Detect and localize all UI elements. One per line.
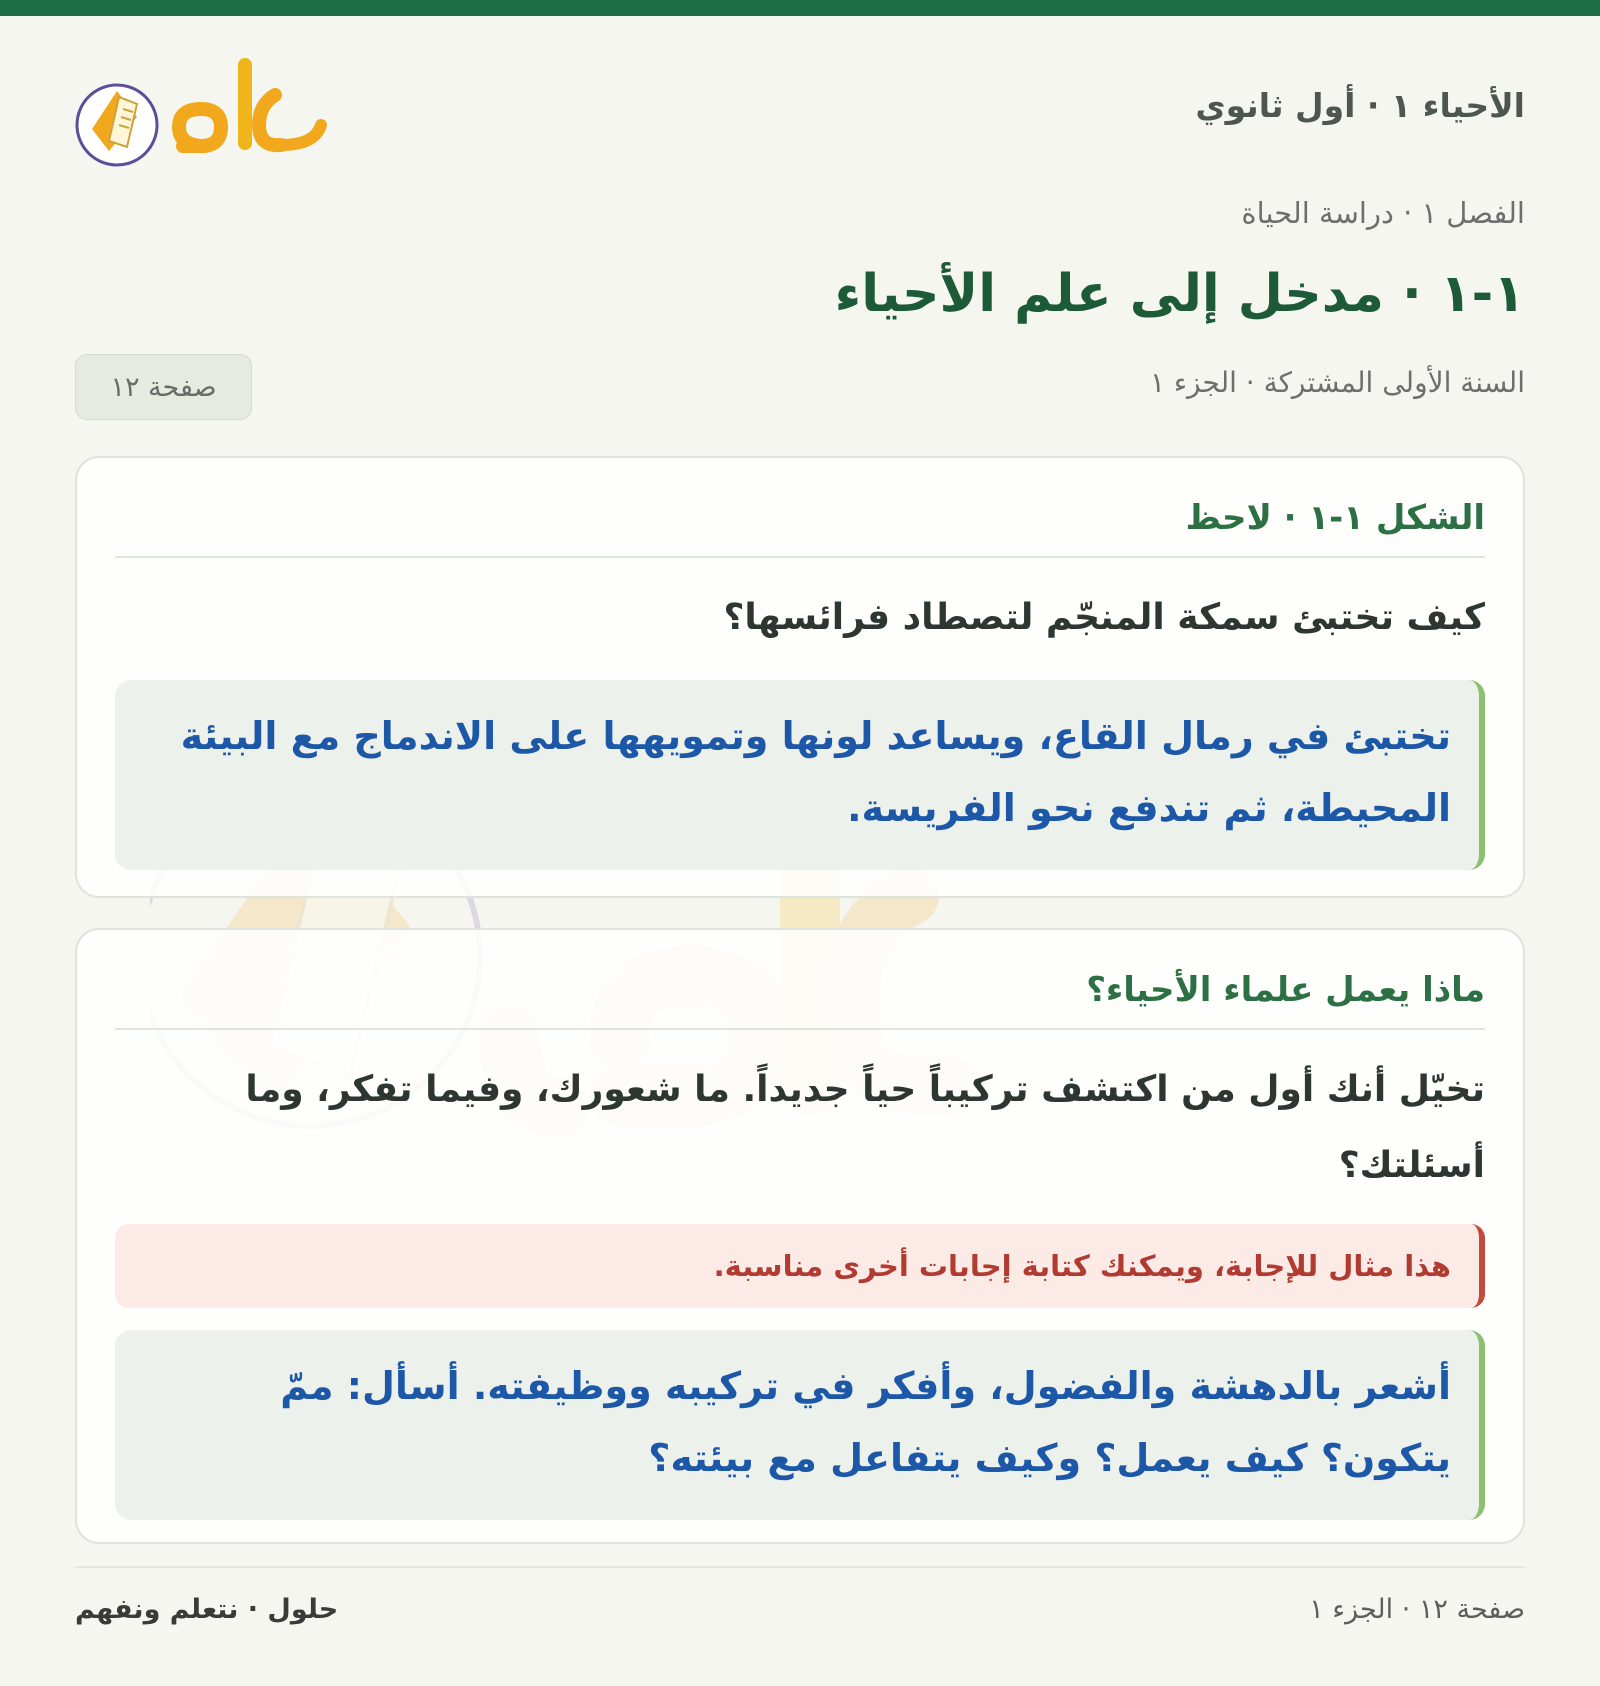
page-number-chip: صفحة ١٢ <box>75 354 252 420</box>
answer-box: تختبئ في رمال القاع، ويساعد لونها وتمويهها على الاندماج مع البيئة المحيطة، ثم تندفع نحو الفريسة. <box>115 680 1485 870</box>
lesson-title: ١-١ · مدخل إلى علم الأحياء <box>834 264 1525 324</box>
answer-box: أشعر بالدهشة والفضول، وأفكر في تركيبه ووظيفته. أسأل: ممّ يتكون؟ كيف يعمل؟ وكيف يتفاعل مع بيئته؟ <box>115 1330 1485 1520</box>
chapter-label: الفصل ١ · دراسة الحياة <box>1241 196 1525 230</box>
sample-answer-note: هذا مثال للإجابة، ويمكنك كتابة إجابات أخرى مناسبة. <box>115 1224 1485 1308</box>
top-accent-bar <box>0 0 1600 16</box>
biologists-work-card <box>75 928 1525 1544</box>
page <box>0 16 1600 1686</box>
meta-row <box>75 354 1525 420</box>
card-question: كيف تختبئ سمكة المنجّم لتصطاد فرائسها؟ <box>723 597 1485 638</box>
book-title: الأحياء ١ · أول ثانوي <box>1195 86 1525 125</box>
figure-observe-card <box>75 456 1525 898</box>
page-header <box>75 16 1525 196</box>
hulul-logo[interactable] <box>75 51 335 171</box>
course-label: السنة الأولى المشتركة · الجزء ١ <box>1149 366 1525 399</box>
card-question: تخيّل أنك أول من اكتشف تركيباً حياً جديداً. ما شعورك، وفيما تفكر، وما أسئلتك؟ <box>245 1069 1485 1186</box>
card-heading: الشكل ١-١ · لاحظ <box>115 458 1485 558</box>
footer-brand: حلول · نتعلم ونفهم <box>75 1594 339 1625</box>
footer-page-info: صفحة ١٢ · الجزء ١ <box>1309 1594 1525 1625</box>
card-heading: ماذا يعمل علماء الأحياء؟ <box>115 930 1485 1030</box>
page-footer <box>75 1566 1525 1646</box>
